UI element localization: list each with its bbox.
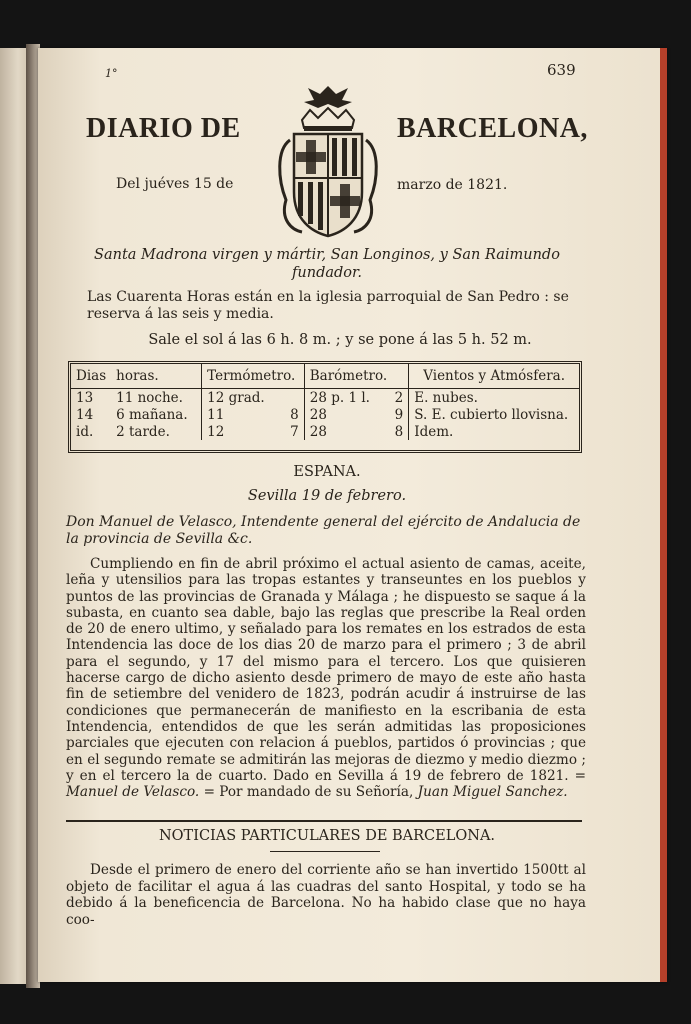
cell-thermometer-extra: 8 — [290, 406, 299, 423]
cell-wind: E. nubes. — [409, 389, 579, 407]
coat-of-arms-icon — [268, 80, 388, 242]
decree-heading: Don Manuel de Velasco, Intendente general del ejército de Andalucia de la provincia de Sevilla &c. — [66, 514, 581, 547]
cell-day: 14 — [76, 406, 94, 423]
header-days: Dias — [71, 364, 111, 389]
section-title-noticias: NOTICIAS PARTICULARES DE BARCELONA. — [158, 828, 496, 844]
decree-text: Cumpliendo en fin de abril próximo el actual asiento de camas, aceite, leña y utensilios para las tropas estantes y transeuntes en los pueblos y puntos de las provincias de Granada y Málaga ; he dispuesto se saque á la subasta, en cuanto sea dable, bajo las reglas que prescribe la Real orden de 20 de enero ultimo, y señalado para los remates en los estrados de esta Intendencia las doce de los dias 20 de marzo para el primero ; 3 de abril para el segundo, y 17 del mismo para el tercero. Los que quisieren hacerse cargo de dicho asiento desde primero de mayo de este año hasta fin de setiembre del venidero de 1823, podrán acudir á instruirse de las condiciones que permanecerán de manifiesto en la escribania de esta Intendencia, entendidos de que les serán admitidas las proposiciones parciales que ejecuten con relacion á pueblos, partidos ó provincias ; que en el segundo remate se admitirán las mejoras de diezmo y medio diezmo ; y en el tercero la de cuarto. Dado en Sevilla á 19 de febrero de 1821. = — [66, 556, 586, 784]
weather-table — [68, 361, 582, 453]
saints-of-the-day: Santa Madrona virgen y mártir, San Longinos, y San Raimundo fundador. — [94, 247, 560, 281]
title-underline — [270, 851, 380, 852]
cell-day: 13 — [76, 389, 94, 406]
cell-barometer: 28 — [304, 406, 386, 423]
signature-secretary: Juan Miguel Sanchez. — [417, 784, 568, 801]
header-hours: horas. — [111, 364, 202, 389]
header-barometer: Barómetro. — [304, 364, 409, 389]
signature-intendant: Manuel de Velasco. — [66, 784, 200, 801]
cell-day: id. — [76, 423, 94, 440]
dateline: Sevilla 19 de febrero. — [247, 488, 407, 504]
section-divider — [66, 820, 582, 822]
cell-thermometer-extra — [282, 389, 304, 407]
cell-thermometer-extra: 7 — [290, 423, 299, 440]
cell-hour: 2 tarde. — [116, 423, 170, 440]
cell-thermometer: 11 — [202, 406, 282, 423]
weather-header-row — [71, 364, 579, 389]
corner-mark: 1° — [105, 67, 118, 80]
masthead-title-right: BARCELONA, — [397, 113, 588, 144]
cell-hour: 11 noche. — [116, 389, 183, 406]
masthead-title-left: DIARIO DE — [86, 113, 241, 144]
table-row — [71, 389, 579, 407]
cell-wind: Idem. — [409, 423, 579, 440]
header-winds: Vientos y Atmósfera. — [409, 364, 579, 389]
issue-date-left: Del juéves 15 de — [116, 176, 234, 192]
header-thermometer: Termómetro. — [202, 364, 305, 389]
decree-body — [66, 556, 586, 800]
cell-barometer-extra: 9 — [394, 406, 404, 423]
table-row — [71, 406, 579, 423]
signature-joiner: = Por mandado de su Señoría, — [199, 784, 418, 801]
cell-hour: 6 mañana. — [116, 406, 188, 423]
cell-barometer: 28 — [304, 423, 386, 440]
cell-thermometer: 12 — [202, 423, 282, 440]
cell-barometer-extra: 2 — [394, 389, 404, 406]
table-row — [71, 423, 579, 440]
section-title-espana: ESPANA. — [293, 464, 361, 480]
issue-date-right: marzo de 1821. — [397, 177, 508, 193]
noticias-body: Desde el primero de enero del corriente año se han invertido 1500tt al objeto de facilitar el agua á las cuadras del santo Hospital, y todo se ha debido á la beneficencia de Barcelona. No ha habido clase que no haya coo- — [66, 862, 586, 928]
cell-barometer-extra: 8 — [394, 423, 404, 440]
cell-wind: S. E. cubierto llovisna. — [409, 406, 579, 423]
cell-barometer: 28 p. 1 l. — [304, 389, 386, 407]
cell-thermometer: 12 grad. — [202, 389, 282, 407]
sunrise-sunset: Sale el sol á las 6 h. 8 m. ; y se pone á las 5 h. 52 m. — [148, 332, 532, 348]
forty-hours-notice: Las Cuarenta Horas están en la iglesia parroquial de San Pedro : se reserva á las seis y media. — [87, 289, 569, 322]
page-number: 639 — [547, 61, 576, 79]
